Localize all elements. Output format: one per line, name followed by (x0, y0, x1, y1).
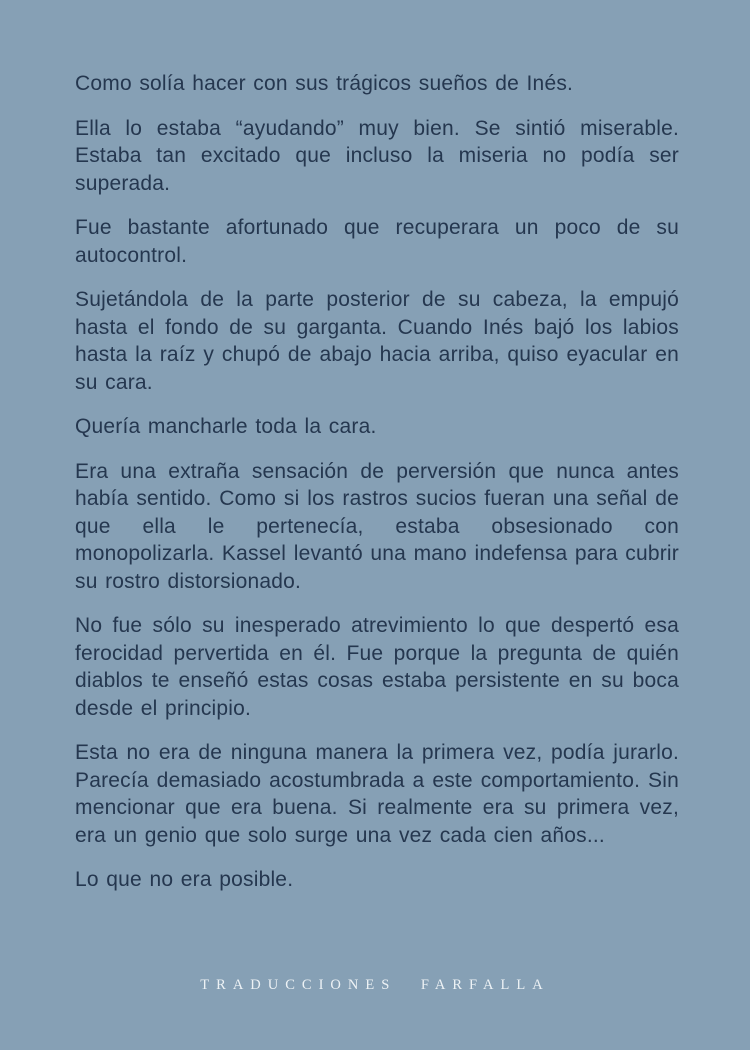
paragraph: Ella lo estaba “ayudando” muy bien. Se sintió miserable. Estaba tan excitado que incluso la miseria no podía ser superada. (75, 116, 679, 195)
paragraph: Era una extraña sensación de perversión que nunca antes había sentido. Como si los rastros sucios fueran una señal de que ella le pertenecía, estaba obsesionado con monopolizarla. Kassel levantó una mano indefensa para cubrir su rostro distorsionado. (75, 459, 679, 593)
paragraph: Sujetándola de la parte posterior de su cabeza, la empujó hasta el fondo de su garganta. Cuando Inés bajó los labios hasta la raíz y chupó de abajo hacia arriba, quiso eyacular en su cara. (75, 288, 679, 394)
paragraph: Como solía hacer con sus trágicos sueños de Inés. (75, 72, 574, 95)
paragraph: Quería mancharle toda la cara. (75, 415, 377, 438)
translator-watermark: TRADUCCIONES FARFALLA (200, 977, 550, 993)
paragraph: Lo que no era posible. (75, 868, 294, 891)
body-text (75, 70, 679, 911)
paragraph: Fue bastante afortunado que recuperara un poco de su autocontrol. (75, 216, 679, 267)
paragraph: Esta no era de ninguna manera la primera vez, podía jurarlo. Parecía demasiado acostumbrada a este comportamiento. Sin mencionar que era buena. Si realmente era su primera vez, era un genio que solo surge una vez cada cien años... (75, 741, 679, 847)
paragraph: No fue sólo su inesperado atrevimiento lo que despertó esa ferocidad pervertida en él. Fue porque la pregunta de quién diablos te enseñó estas cosas estaba persistente en su boca desde el principio. (75, 614, 679, 720)
